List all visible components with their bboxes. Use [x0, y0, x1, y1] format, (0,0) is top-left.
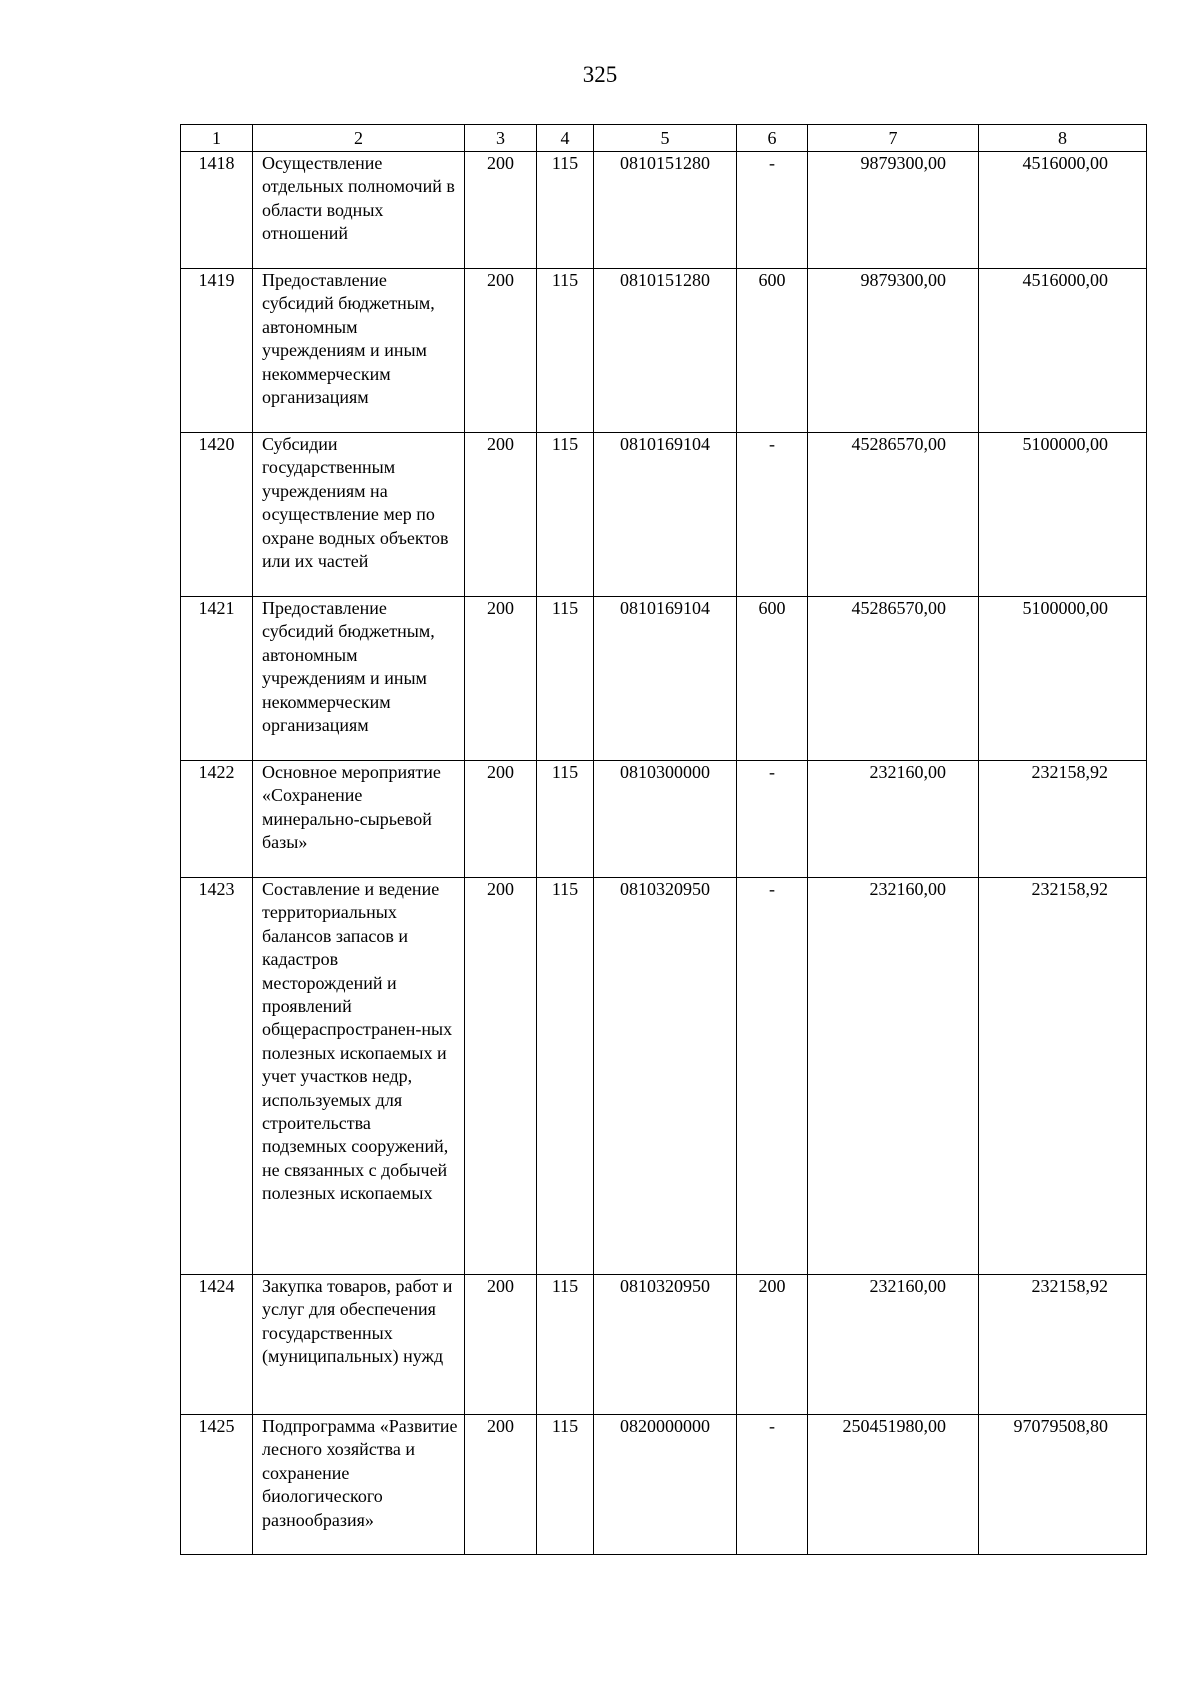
row-name: Подпрограмма «Развитие лесного хозяйства и сохранение биологического разнообразия»: [253, 1415, 465, 1555]
amount-col7: 9879300,00: [808, 269, 979, 433]
code-value: 0810320950: [594, 878, 737, 1275]
table-row: [181, 1415, 1147, 1555]
col6-value: -: [737, 1415, 808, 1555]
col3-value: 200: [465, 1275, 537, 1415]
amount-col7: 232160,00: [808, 761, 979, 878]
amount-col7: 232160,00: [808, 1275, 979, 1415]
amount-col8: 5100000,00: [979, 597, 1147, 761]
amount-col7: 45286570,00: [808, 433, 979, 597]
col3-value: 200: [465, 597, 537, 761]
row-number: 1419: [181, 269, 253, 433]
col6-value: 600: [737, 269, 808, 433]
table-row: [181, 597, 1147, 761]
page-number: 325: [582, 62, 618, 87]
col3-value: 200: [465, 152, 537, 269]
table-row: [181, 152, 1147, 269]
table-row: [181, 269, 1147, 433]
code-value: 0810300000: [594, 761, 737, 878]
col3-value: 200: [465, 269, 537, 433]
amount-col7: 9879300,00: [808, 152, 979, 269]
amount-col8: 4516000,00: [979, 152, 1147, 269]
col4-value: 115: [537, 761, 594, 878]
column-header: 6: [737, 125, 808, 152]
row-number: 1424: [181, 1275, 253, 1415]
amount-col7: 250451980,00: [808, 1415, 979, 1555]
col3-value: 200: [465, 878, 537, 1275]
amount-col8: 5100000,00: [979, 433, 1147, 597]
row-name: Закупка товаров, работ и услуг для обеспечения государственных (муниципальных) нужд: [253, 1275, 465, 1415]
col4-value: 115: [537, 1415, 594, 1555]
col6-value: 200: [737, 1275, 808, 1415]
amount-col8: 232158,92: [979, 761, 1147, 878]
code-value: 0810151280: [594, 152, 737, 269]
col4-value: 115: [537, 269, 594, 433]
col6-value: -: [737, 761, 808, 878]
column-header: 3: [465, 125, 537, 152]
row-number: 1418: [181, 152, 253, 269]
row-number: 1421: [181, 597, 253, 761]
amount-col7: 45286570,00: [808, 597, 979, 761]
table-row: [181, 1275, 1147, 1415]
table-row: [181, 433, 1147, 597]
col4-value: 115: [537, 597, 594, 761]
amount-col7: 232160,00: [808, 878, 979, 1275]
row-number: 1425: [181, 1415, 253, 1555]
row-name: Предоставление субсидий бюджетным, автономным учреждениям и иным некоммерческим организациям: [253, 269, 465, 433]
code-value: 0810320950: [594, 1275, 737, 1415]
amount-col8: 97079508,80: [979, 1415, 1147, 1555]
code-value: 0810151280: [594, 269, 737, 433]
code-value: 0810169104: [594, 433, 737, 597]
budget-table: [180, 124, 1147, 1555]
amount-col8: 4516000,00: [979, 269, 1147, 433]
col4-value: 115: [537, 152, 594, 269]
col6-value: 600: [737, 597, 808, 761]
row-name: Субсидии государственным учреждениям на осуществление мер по охране водных объектов или их частей: [253, 433, 465, 597]
header-row: [181, 125, 1147, 152]
row-name: Осуществление отдельных полномочий в области водных отношений: [253, 152, 465, 269]
amount-col8: 232158,92: [979, 878, 1147, 1275]
row-number: 1422: [181, 761, 253, 878]
column-header: 7: [808, 125, 979, 152]
row-name: Составление и ведение территориальных балансов запасов и кадастров месторождений и проявлений общераспространен-ных полезных ископаемых и учет участков недр, используемых для строительства подземных сооружений, не связанных с добычей полезных ископаемых: [253, 878, 465, 1275]
row-number: 1420: [181, 433, 253, 597]
row-name: Основное мероприятие «Сохранение минерально-сырьевой базы»: [253, 761, 465, 878]
amount-col8: 232158,92: [979, 1275, 1147, 1415]
col4-value: 115: [537, 878, 594, 1275]
table-row: [181, 878, 1147, 1275]
column-header: 4: [537, 125, 594, 152]
row-number: 1423: [181, 878, 253, 1275]
column-header: 5: [594, 125, 737, 152]
code-value: 0810169104: [594, 597, 737, 761]
col3-value: 200: [465, 433, 537, 597]
col3-value: 200: [465, 761, 537, 878]
col6-value: -: [737, 152, 808, 269]
col4-value: 115: [537, 1275, 594, 1415]
column-header: 1: [181, 125, 253, 152]
row-name: Предоставление субсидий бюджетным, автономным учреждениям и иным некоммерческим организациям: [253, 597, 465, 761]
col6-value: -: [737, 433, 808, 597]
col4-value: 115: [537, 433, 594, 597]
code-value: 0820000000: [594, 1415, 737, 1555]
column-header: 8: [979, 125, 1147, 152]
column-header: 2: [253, 125, 465, 152]
table-row: [181, 761, 1147, 878]
col3-value: 200: [465, 1415, 537, 1555]
col6-value: -: [737, 878, 808, 1275]
